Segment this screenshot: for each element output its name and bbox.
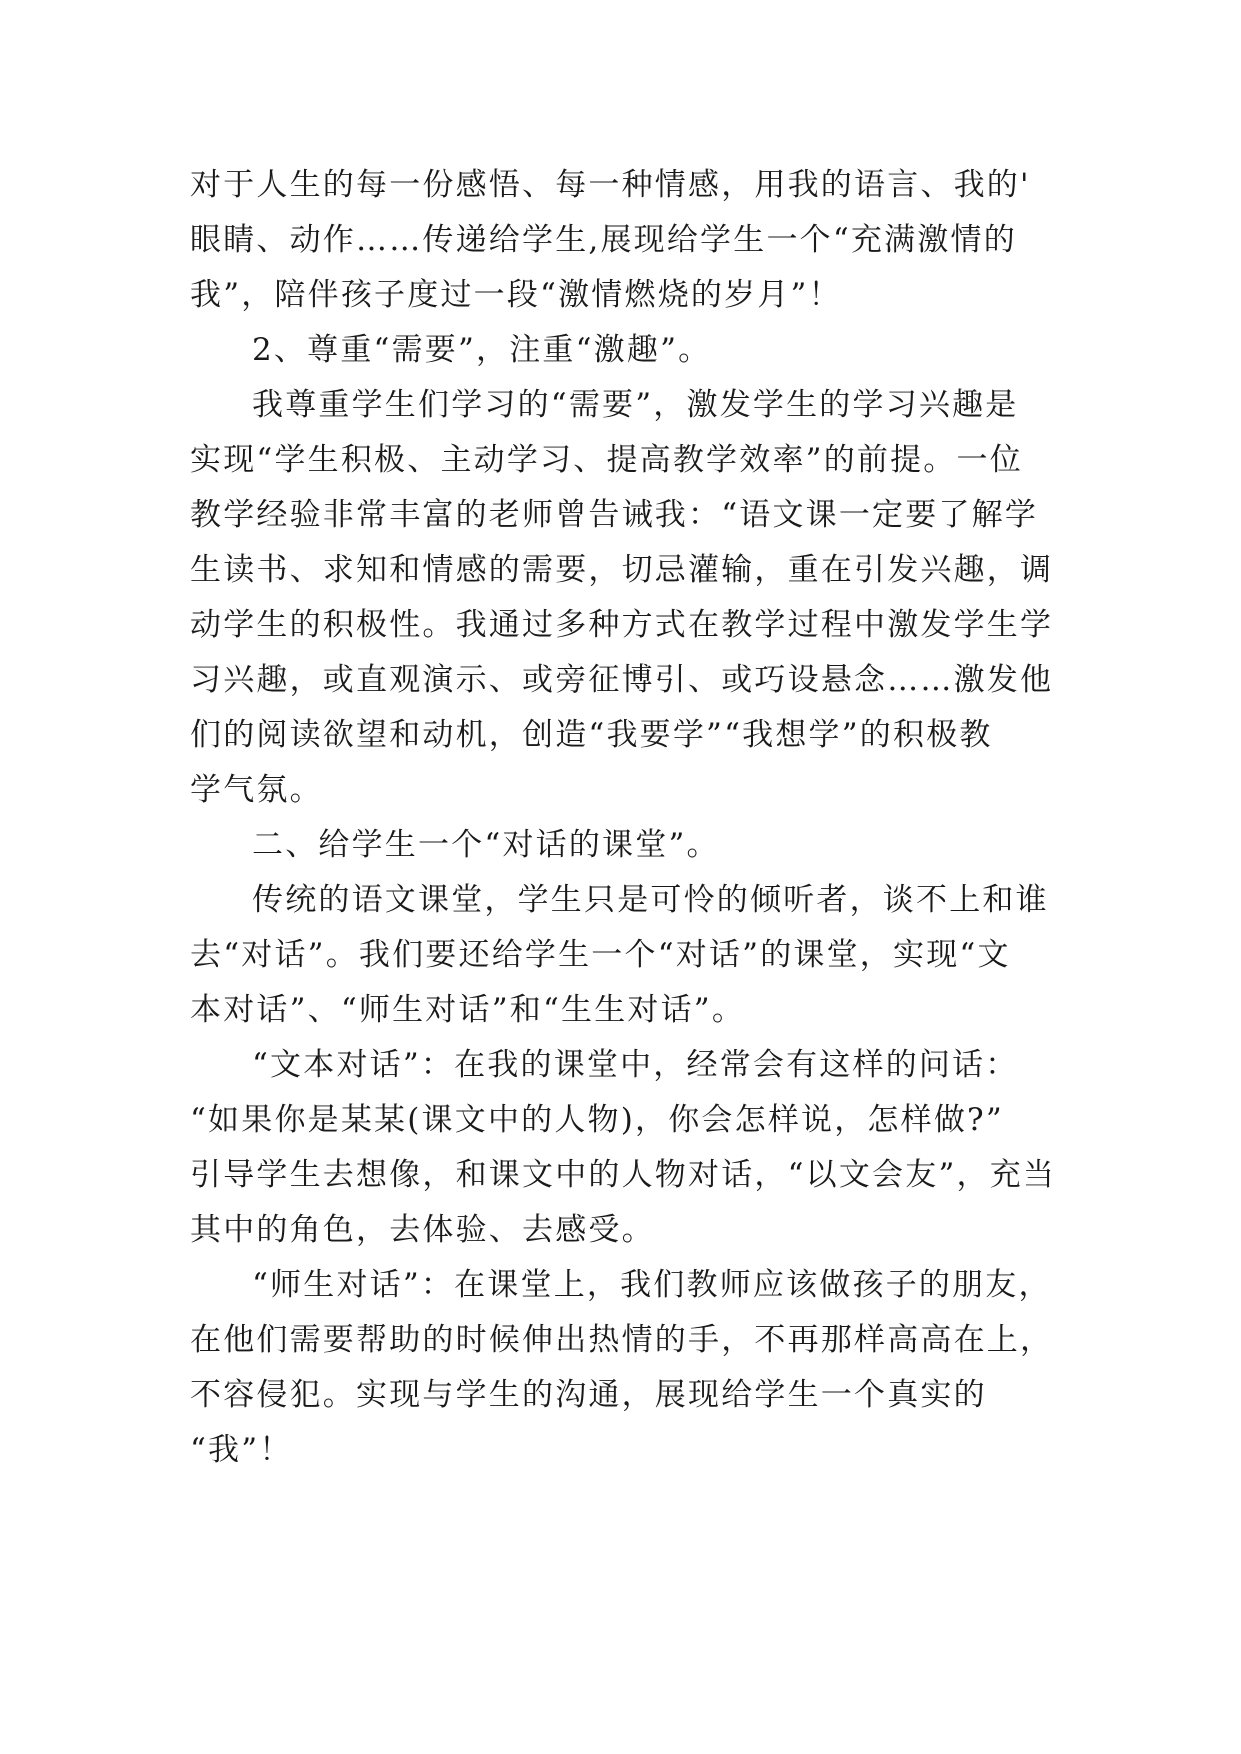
body-text [190, 158, 1070, 1478]
text-line: 实现“学生积极、主动学习、提高教学效率”的前提。一位 [190, 442, 1023, 478]
text-line: 习兴趣，或直观演示、或旁征博引、或巧设悬念……激发他 [190, 662, 1054, 698]
text-line: 我”，陪伴孩子度过一段“激情燃烧的岁月”！ [190, 277, 842, 313]
section-heading: 2、尊重“需要”，注重“激趣”。 [252, 332, 712, 368]
text-line: 本对话”、“师生对话”和“生生对话”。 [190, 992, 746, 1028]
section-heading: 二、给学生一个“对话的课堂”。 [252, 827, 720, 863]
text-line: 对于人生的每一份感悟、每一种情感，用我的语言、我的' [190, 167, 1031, 203]
text-line: 动学生的积极性。我通过多种方式在教学过程中激发学生学 [190, 607, 1054, 643]
text-line: 我尊重学生们学习的“需要”，激发学生的学习兴趣是 [252, 387, 1019, 423]
text-line: 眼睛、动作……传递给学生,展现给学生一个“充满激情的 [190, 222, 1017, 258]
text-line: 们的阅读欲望和动机，创造“我要学”“我想学”的积极教 [190, 717, 993, 753]
text-line: “文本对话”：在我的课堂中，经常会有这样的问话： [252, 1047, 1019, 1083]
text-line: 学气氛。 [190, 772, 323, 808]
text-line: 引导学生去想像，和课文中的人物对话，“以文会友”，充当 [190, 1157, 1057, 1193]
text-line: 去“对话”。我们要还给学生一个“对话”的课堂，实现“文 [190, 937, 1011, 973]
text-line: 教学经验非常丰富的老师曾告诫我：“语文课一定要了解学 [190, 497, 1039, 533]
text-line: 传统的语文课堂，学生只是可怜的倾听者，谈不上和谁 [252, 882, 1049, 918]
text-line: 不容侵犯。实现与学生的沟通，展现给学生一个真实的 [190, 1377, 987, 1413]
text-line: “师生对话”：在课堂上，我们教师应该做孩子的朋友， [252, 1267, 1052, 1303]
text-line: “我”！ [190, 1432, 293, 1468]
text-line: 其中的角色，去体验、去感受。 [190, 1212, 655, 1248]
text-line: 生读书、求知和情感的需要，切忌灌输，重在引发兴趣，调 [190, 552, 1054, 588]
text-line: 在他们需要帮助的时候伸出热情的手，不再那样高高在上， [190, 1322, 1054, 1358]
text-line: “如果你是某某(课文中的人物)，你会怎样说，怎样做?” [190, 1102, 1004, 1138]
